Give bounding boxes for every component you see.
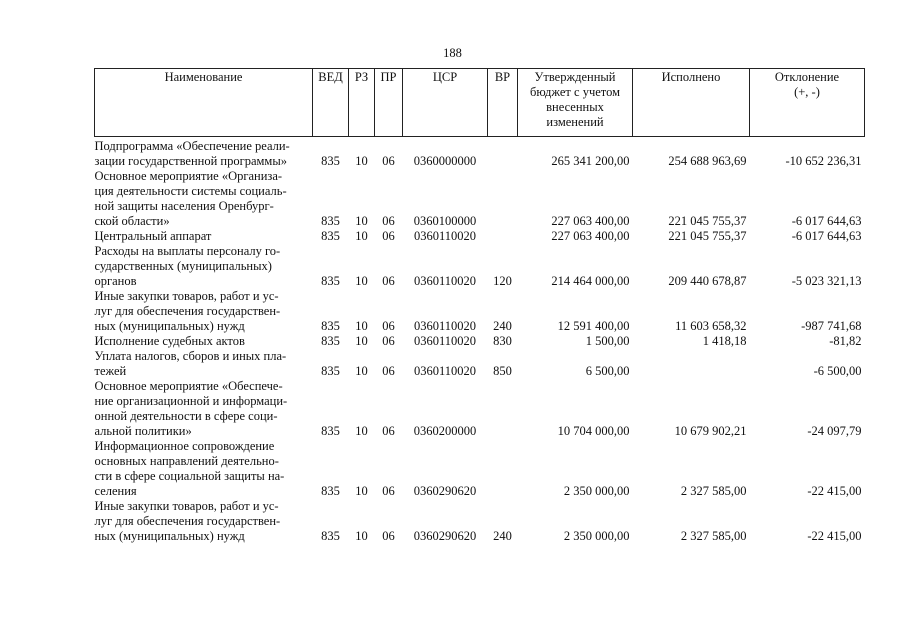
header-csr: ЦСР	[403, 69, 488, 137]
table-row	[95, 289, 865, 334]
cell-ved: 835	[321, 484, 340, 498]
cell-ved: 835	[321, 154, 340, 168]
header-ved: ВЕД	[313, 69, 349, 137]
cell-deviation: -6 017 644,63	[791, 229, 862, 243]
cell-deviation: -5 023 321,13	[791, 274, 862, 288]
row-name-line: Иные закупки товаров, работ и ус-	[94, 499, 279, 513]
cell-rz: 10	[355, 364, 368, 378]
cell-deviation: -22 415,00	[807, 484, 862, 498]
row-name-line: Расходы на выплаты персоналу го-	[94, 244, 281, 258]
cell-pr: 06	[382, 364, 395, 378]
row-name-line: луг для обеспечения государствен-	[94, 514, 281, 528]
cell-approved: 227 063 400,00	[551, 229, 630, 243]
row-name	[95, 379, 313, 439]
row-name-line: Исполнение судебных актов	[94, 334, 245, 348]
cell-csr: 0360110020	[413, 334, 477, 348]
row-name-line: Уплата налогов, сборов и иных пла-	[94, 349, 287, 363]
cell-approved: 12 591 400,00	[557, 319, 630, 333]
cell-pr: 06	[382, 154, 395, 168]
cell-pr: 06	[382, 334, 395, 348]
cell-approved: 2 350 000,00	[563, 529, 630, 543]
cell-deviation: -10 652 236,31	[785, 154, 862, 168]
row-name-line: Информационное сопровождение	[94, 439, 275, 453]
row-name-line: сударственных (муниципальных)	[94, 259, 272, 273]
cell-approved: 214 464 000,00	[551, 274, 630, 288]
cell-executed: 254 688 963,69	[668, 154, 747, 168]
cell-vr	[488, 137, 518, 170]
header-vr: ВР	[488, 69, 518, 137]
cell-rz: 10	[355, 214, 368, 228]
cell-approved: 6 500,00	[585, 364, 630, 378]
cell-vr	[488, 229, 518, 244]
cell-vr	[488, 169, 518, 229]
header-pr: ПР	[375, 69, 403, 137]
cell-csr: 0360100000	[413, 214, 477, 228]
cell-deviation: -987 741,68	[801, 319, 862, 333]
cell-executed: 209 440 678,87	[668, 274, 747, 288]
cell-csr: 0360290620	[413, 484, 477, 498]
cell-ved: 835	[321, 529, 340, 543]
row-name	[95, 289, 313, 334]
cell-rz: 10	[355, 484, 368, 498]
cell-pr: 06	[382, 274, 395, 288]
row-name-line: ных (муниципальных) нужд	[94, 529, 245, 543]
cell-approved: 2 350 000,00	[563, 484, 630, 498]
cell-ved: 835	[321, 229, 340, 243]
cell-executed: 2 327 585,00	[680, 529, 747, 543]
table-row	[95, 379, 865, 439]
cell-pr: 06	[382, 484, 395, 498]
cell-vr	[488, 439, 518, 499]
cell-pr: 06	[382, 529, 395, 543]
table-row	[95, 229, 865, 244]
table-row	[95, 499, 865, 544]
cell-rz: 10	[355, 334, 368, 348]
cell-deviation: -81,82	[829, 334, 862, 348]
row-name	[95, 334, 313, 349]
header-executed: Исполнено	[633, 69, 750, 137]
row-name-line: ция деятельности системы социаль-	[94, 184, 287, 198]
cell-ved: 835	[321, 364, 340, 378]
cell-rz: 10	[355, 319, 368, 333]
cell-rz: 10	[355, 529, 368, 543]
table-row	[95, 349, 865, 379]
cell-csr: 0360110020	[413, 364, 477, 378]
cell-ved: 835	[321, 334, 340, 348]
cell-csr: 0360110020	[413, 319, 477, 333]
header-rz: РЗ	[349, 69, 375, 137]
row-name	[95, 244, 313, 289]
row-name-line: ной защиты населения Оренбург-	[94, 199, 274, 213]
row-name	[95, 169, 313, 229]
row-name-line: органов	[94, 274, 137, 288]
cell-executed: 11 603 658,32	[675, 319, 747, 333]
row-name-line: ской области»	[94, 214, 170, 228]
cell-approved: 10 704 000,00	[557, 424, 630, 438]
cell-rz: 10	[355, 274, 368, 288]
row-name	[95, 229, 313, 244]
cell-vr: 830	[493, 334, 512, 348]
row-name	[95, 499, 313, 544]
row-name-line: ных (муниципальных) нужд	[94, 319, 245, 333]
cell-approved: 265 341 200,00	[551, 154, 630, 168]
table-row	[95, 169, 865, 229]
cell-rz: 10	[355, 154, 368, 168]
cell-vr	[488, 379, 518, 439]
cell-pr: 06	[382, 214, 395, 228]
cell-pr: 06	[382, 319, 395, 333]
row-name-line: Иные закупки товаров, работ и ус-	[94, 289, 279, 303]
cell-executed: 10 679 902,21	[674, 424, 747, 438]
budget-table	[94, 68, 865, 544]
cell-rz: 10	[355, 424, 368, 438]
row-name-line: Центральный аппарат	[94, 229, 212, 243]
cell-csr: 0360200000	[413, 424, 477, 438]
cell-csr: 0360000000	[413, 154, 477, 168]
cell-approved: 227 063 400,00	[551, 214, 630, 228]
cell-deviation: -6 017 644,63	[791, 214, 862, 228]
cell-vr: 120	[493, 274, 512, 288]
row-name-line: тежей	[94, 364, 127, 378]
cell-pr: 06	[382, 229, 395, 243]
row-name-line: Подпрограмма «Обеспечение реали-	[94, 139, 290, 153]
row-name	[95, 137, 313, 170]
row-name-line: зации государственной программы»	[94, 154, 287, 168]
cell-approved: 1 500,00	[585, 334, 630, 348]
cell-ved: 835	[321, 424, 340, 438]
cell-csr: 0360110020	[413, 274, 477, 288]
cell-executed	[633, 349, 750, 379]
cell-executed: 2 327 585,00	[680, 484, 747, 498]
cell-executed: 1 418,18	[702, 334, 747, 348]
cell-deviation: -24 097,79	[807, 424, 862, 438]
cell-ved: 835	[321, 214, 340, 228]
row-name-line: сти в сфере социальной защиты на-	[94, 469, 285, 483]
cell-deviation: -22 415,00	[807, 529, 862, 543]
cell-executed: 221 045 755,37	[668, 229, 747, 243]
row-name-line: онной деятельности в сфере соци-	[94, 409, 278, 423]
table-row	[95, 137, 865, 170]
page-number: 188	[443, 46, 462, 60]
row-name-line: ние организационной и информаци-	[94, 394, 288, 408]
table-row	[95, 439, 865, 499]
cell-vr: 850	[493, 364, 512, 378]
row-name-line: луг для обеспечения государствен-	[94, 304, 281, 318]
table-row	[95, 244, 865, 289]
header-name: Наименование	[95, 69, 313, 137]
cell-rz: 10	[355, 229, 368, 243]
row-name-line: альной политики»	[94, 424, 192, 438]
table-header	[95, 69, 865, 137]
row-name-line: Основное мероприятие «Организа-	[94, 169, 283, 183]
cell-ved: 835	[321, 319, 340, 333]
cell-csr: 0360290620	[413, 529, 477, 543]
row-name-line: основных направлений деятельно-	[94, 454, 279, 468]
cell-vr: 240	[493, 529, 512, 543]
cell-csr: 0360110020	[413, 229, 477, 243]
row-name-line: селения	[94, 484, 137, 498]
header-approved: Утвержденный бюджет с учетом внесенных изменений	[518, 69, 633, 137]
cell-pr: 06	[382, 424, 395, 438]
header-deviation: Отклонение (+, -)	[750, 69, 865, 137]
row-name-line: Основное мероприятие «Обеспече-	[94, 379, 283, 393]
cell-deviation: -6 500,00	[813, 364, 862, 378]
cell-ved: 835	[321, 274, 340, 288]
cell-executed: 221 045 755,37	[668, 214, 747, 228]
row-name	[95, 349, 313, 379]
table-body	[95, 137, 865, 545]
cell-vr: 240	[493, 319, 512, 333]
table-row	[95, 334, 865, 349]
row-name	[95, 439, 313, 499]
